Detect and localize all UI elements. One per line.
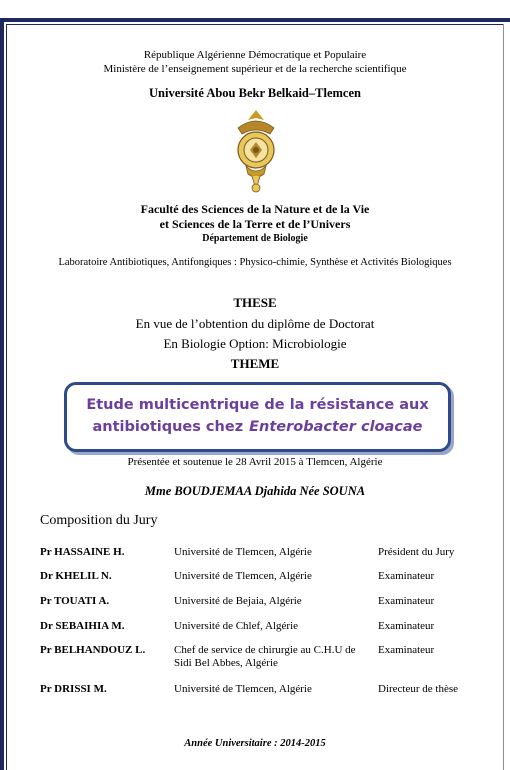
jury-member-role: Examinateur	[378, 620, 435, 632]
jury-member-name: Dr KHELIL N.	[40, 570, 112, 582]
faculty-line-2: et Sciences de la Terre et de l’Univers	[159, 217, 351, 231]
theme-label: THEME	[230, 356, 280, 371]
jury-member-role: Examinateur	[378, 644, 435, 656]
jury-member-name: Pr TOUATI A.	[40, 595, 110, 607]
jury-member-institution: Université de Tlemcen, Algérie	[174, 546, 312, 558]
faculty-line-1: Faculté des Sciences de la Nature et de la Vie	[140, 202, 370, 216]
author-name: Mme BOUDJEMAA Djahida Née SOUNA	[144, 484, 366, 498]
theme-title-prefix: antibiotiques chez	[92, 419, 244, 435]
theme-title-line-2	[67, 416, 448, 438]
frame-top-border	[0, 18, 510, 22]
jury-member-name: Dr SEBAIHIA M.	[40, 620, 125, 632]
theme-title-box	[64, 382, 451, 452]
jury-member-institution: Université de Chlef, Algérie	[174, 620, 299, 632]
jury-member-name: Pr DRISSI M.	[40, 683, 107, 695]
jury-member-institution: Université de Tlemcen, Algérie	[174, 570, 312, 582]
university-name: Université Abou Bekr Belkaid–Tlemcen	[149, 86, 361, 100]
jury-member-role: Directeur de thèse	[378, 683, 459, 695]
jury-member-role: Président du Jury	[378, 546, 455, 558]
jury-member-role: Examinateur	[378, 595, 435, 607]
jury-member-institution: Université de Tlemcen, Algérie	[174, 683, 312, 695]
frame-right-border	[503, 24, 504, 770]
jury-member-role: Examinateur	[378, 570, 435, 582]
frame-left-inner-border	[6, 24, 7, 770]
jury-title: Composition du Jury	[40, 513, 158, 528]
jury-member-name: Pr BELHANDOUZ L.	[40, 644, 146, 656]
department-name: Département de Biologie	[202, 233, 308, 244]
laboratory-name: Laboratoire Antibiotiques, Antifongiques : Physico-chimie, Synthèse et Activités Biologiques	[58, 257, 452, 268]
frame-left-border	[0, 18, 4, 770]
jury-member-name: Pr HASSAINE H.	[40, 546, 125, 558]
thesis-label: THESE	[233, 295, 277, 310]
jury-member-institution: Chef de service de chirurgie au C.H.U de Sidi Bel Abbes, Algérie	[174, 644, 356, 669]
thesis-purpose: En vue de l’obtention du diplôme de Doctorat	[135, 316, 375, 331]
republic-line: République Algérienne Démocratique et Populaire	[143, 49, 367, 61]
academic-year: Année Universitaire : 2014-2015	[184, 738, 326, 749]
university-emblem-icon	[228, 106, 284, 196]
thesis-option: En Biologie Option: Microbiologie	[163, 336, 347, 351]
frame-top-inner-border	[6, 24, 504, 25]
theme-title-line-1: Etude multicentrique de la résistance aux	[86, 397, 429, 413]
ministry-line: Ministère de l’enseignement supérieur et de la recherche scientifique	[103, 63, 407, 75]
jury-member-institution: Université de Bejaia, Algérie	[174, 595, 302, 607]
defense-line: Présentée et soutenue le 28 Avril 2015 à Tlemcen, Algérie	[127, 456, 383, 468]
theme-title-species: Enterobacter cloacae	[249, 419, 423, 435]
